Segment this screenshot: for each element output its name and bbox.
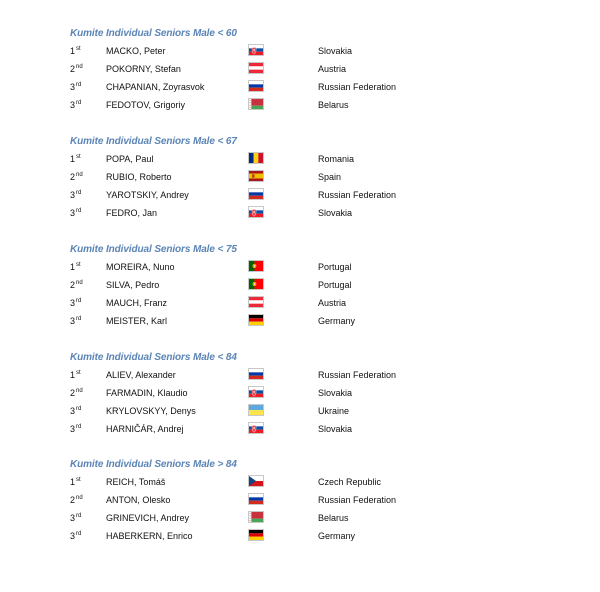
athlete-name: YAROTSKIY, Andrey [106,190,189,200]
placing [70,82,81,92]
athlete-name: FARMADIN, Klaudio [106,388,188,398]
result-row [0,510,600,528]
place-suffix: nd [76,172,83,178]
place-number: 3 [70,513,76,523]
result-row [0,151,600,169]
place-number: 2 [70,388,76,398]
results-section [0,28,600,115]
country-name: Russian Federation [318,82,397,92]
result-row [0,492,600,510]
country-name: Russian Federation [318,370,397,380]
result-row [0,421,600,439]
athlete-name: GRINEVICH, Andrey [106,513,190,523]
placing [70,424,81,434]
place-suffix: st [76,477,81,483]
athlete-name: ALIEV, Alexander [106,370,176,380]
result-row [0,205,600,223]
place-number: 3 [70,82,76,92]
result-row [0,403,600,421]
place-number: 3 [70,531,76,541]
athlete-name: KRYLOVSKYY, Denys [106,406,196,416]
portugal-flag-icon [248,260,264,272]
results-section [0,352,600,439]
place-number: 3 [70,100,76,110]
placing [70,190,81,200]
athlete-name: SILVA, Pedro [106,280,160,290]
athlete-name: MAUCH, Franz [106,298,168,308]
section-title: Kumite Individual Seniors Male < 60 [70,28,237,39]
athlete-name: REICH, Tomáš [106,477,166,487]
place-suffix: rd [76,513,82,519]
athlete-name: POKORNY, Stefan [106,64,181,74]
athlete-name: POPA, Paul [106,154,154,164]
place-number: 3 [70,316,76,326]
slovakia-flag-icon [248,44,264,56]
result-row [0,295,600,313]
country-name: Czech Republic [318,477,382,487]
result-row [0,474,600,492]
place-number: 2 [70,280,76,290]
athlete-name: CHAPANIAN, Zoyrasvok [106,82,205,92]
slovakia-flag-icon [248,206,264,218]
result-row [0,528,600,546]
place-suffix: st [76,46,81,52]
result-row [0,79,600,97]
result-row [0,187,600,205]
place-number: 2 [70,64,76,74]
athlete-name: HABERKERN, Enrico [106,531,193,541]
placing [70,46,81,56]
place-suffix: rd [76,406,82,412]
athlete-name: ANTON, Olesko [106,495,171,505]
result-row [0,97,600,115]
country-name: Portugal [318,262,352,272]
country-name: Spain [318,172,342,182]
result-row [0,367,600,385]
athlete-name: HARNIČÁR, Andrej [106,424,184,434]
placing [70,262,81,272]
section-title: Kumite Individual Seniors Male > 84 [70,459,237,470]
placing [70,100,81,110]
place-suffix: rd [76,82,82,88]
spain-flag-icon [248,170,264,182]
place-number: 3 [70,424,76,434]
section-title: Kumite Individual Seniors Male < 67 [70,136,237,147]
place-suffix: st [76,370,81,376]
results-section [0,244,600,331]
country-name: Slovakia [318,388,353,398]
place-suffix: nd [76,280,83,286]
results-section [0,459,600,546]
place-suffix: nd [76,388,83,394]
country-name: Ukraine [318,406,350,416]
athlete-name: MEISTER, Karl [106,316,168,326]
results-section [0,136,600,223]
place-suffix: rd [76,100,82,106]
country-name: Portugal [318,280,352,290]
result-row [0,61,600,79]
place-suffix: nd [76,495,83,501]
place-suffix: st [76,262,81,268]
athlete-name: RUBIO, Roberto [106,172,172,182]
placing [70,513,81,523]
germany-flag-icon [248,314,264,326]
result-row [0,277,600,295]
placing [70,208,81,218]
place-number: 2 [70,495,76,505]
result-row [0,385,600,403]
russia-flag-icon [248,188,264,200]
austria-flag-icon [248,296,264,308]
place-number: 1 [70,370,76,380]
section-title: Kumite Individual Seniors Male < 75 [70,244,237,255]
placing [70,172,83,182]
germany-flag-icon [248,529,264,541]
place-number: 2 [70,172,76,182]
place-number: 3 [70,406,76,416]
placing [70,370,81,380]
country-name: Slovakia [318,424,353,434]
place-suffix: rd [76,316,82,322]
country-name: Germany [318,316,356,326]
belarus-flag-icon [248,511,264,523]
placing [70,388,83,398]
place-number: 1 [70,46,76,56]
placing [70,406,81,416]
place-suffix: rd [76,190,82,196]
athlete-name: MOREIRA, Nuno [106,262,175,272]
place-number: 1 [70,477,76,487]
slovakia-flag-icon [248,422,264,434]
result-row [0,259,600,277]
slovakia-flag-icon [248,386,264,398]
place-number: 1 [70,154,76,164]
place-number: 1 [70,262,76,272]
romania-flag-icon [248,152,264,164]
place-suffix: rd [76,424,82,430]
russia-flag-icon [248,493,264,505]
section-title: Kumite Individual Seniors Male < 84 [70,352,237,363]
country-name: Germany [318,531,356,541]
result-row [0,313,600,331]
country-name: Austria [318,64,347,74]
czech-flag-icon [248,475,264,487]
place-number: 3 [70,208,76,218]
result-row [0,169,600,187]
russia-flag-icon [248,368,264,380]
placing [70,298,81,308]
placing [70,495,83,505]
country-name: Slovakia [318,46,353,56]
placing [70,154,81,164]
country-name: Belarus [318,100,349,110]
country-name: Russian Federation [318,495,397,505]
placing [70,477,81,487]
country-name: Russian Federation [318,190,397,200]
ukraine-flag-icon [248,404,264,416]
place-suffix: nd [76,64,83,70]
country-name: Slovakia [318,208,353,218]
belarus-flag-icon [248,98,264,110]
portugal-flag-icon [248,278,264,290]
place-number: 3 [70,190,76,200]
placing [70,531,81,541]
place-suffix: st [76,154,81,160]
place-number: 3 [70,298,76,308]
country-name: Romania [318,154,355,164]
athlete-name: FEDOTOV, Grigoriy [106,100,186,110]
country-name: Austria [318,298,347,308]
russia-flag-icon [248,80,264,92]
placing [70,316,81,326]
country-name: Belarus [318,513,349,523]
placing [70,64,83,74]
placing [70,280,83,290]
athlete-name: FEDRO, Jan [106,208,158,218]
austria-flag-icon [248,62,264,74]
athlete-name: MACKO, Peter [106,46,166,56]
result-row [0,43,600,61]
place-suffix: rd [76,531,82,537]
place-suffix: rd [76,208,82,214]
place-suffix: rd [76,298,82,304]
